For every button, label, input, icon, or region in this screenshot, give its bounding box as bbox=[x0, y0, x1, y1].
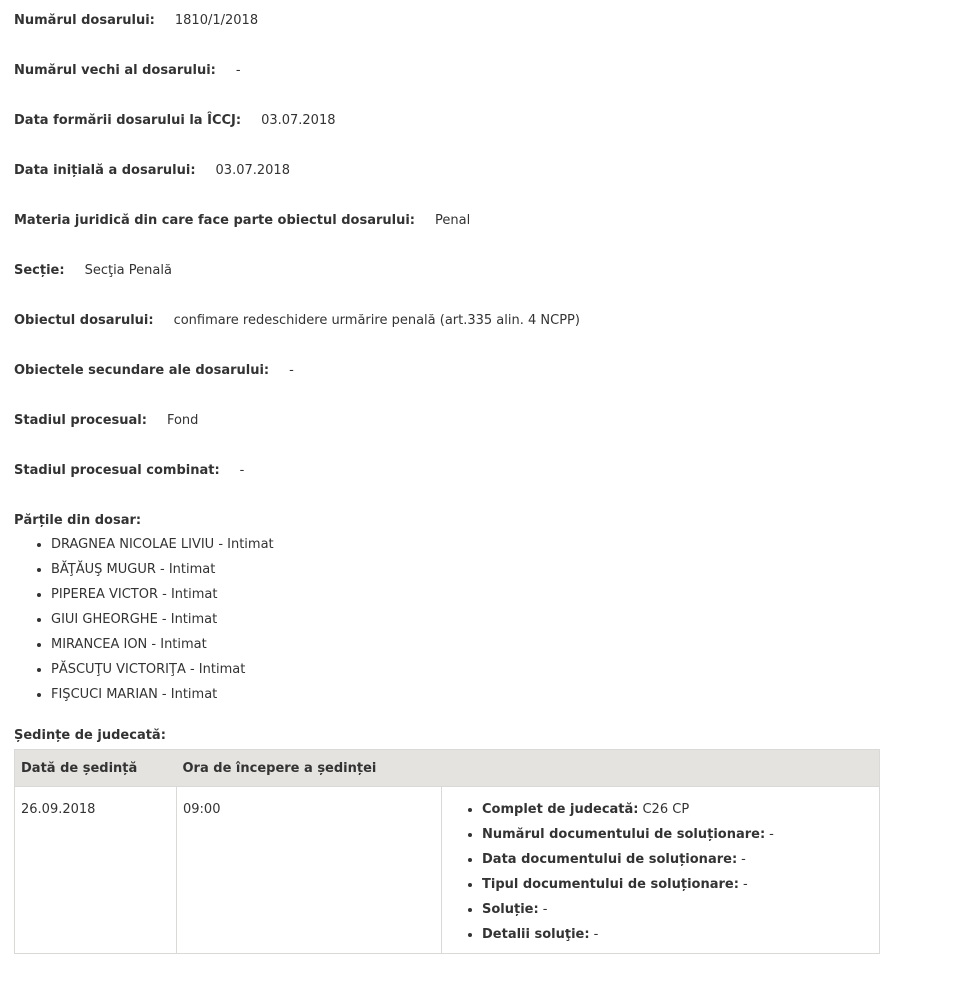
field-label: Secție: bbox=[14, 263, 65, 278]
party-item: • PĂSCUŢU VICTORIŢA - Intimat bbox=[51, 661, 956, 678]
party-item: • FIŞCUCI MARIAN - Intimat bbox=[51, 686, 956, 703]
field-value: confimare redeschidere urmărire penală (art.335 alin. 4 NCPP) bbox=[173, 313, 580, 328]
hearing-date-cell: 26.09.2018 bbox=[15, 787, 177, 954]
party-item: • BĂŢĂUŞ MUGUR - Intimat bbox=[51, 561, 956, 578]
detail-item bbox=[482, 801, 873, 818]
detail-value: - bbox=[769, 827, 774, 842]
field-value: Fond bbox=[166, 413, 199, 428]
field-numarul-vechi bbox=[14, 62, 956, 79]
detail-label: Soluție: bbox=[482, 902, 539, 917]
field-stadiul-procesual-combinat bbox=[14, 462, 956, 479]
detail-value: - bbox=[742, 877, 748, 892]
hearing-details-list bbox=[448, 801, 873, 943]
field-value: 03.07.2018 bbox=[215, 163, 290, 178]
hearings-heading: Ședințe de judecată: bbox=[14, 728, 166, 743]
field-value: - bbox=[235, 63, 241, 78]
hearings-header-row bbox=[15, 750, 880, 787]
field-obiectul-dosarului bbox=[14, 312, 956, 329]
field-stadiul-procesual bbox=[14, 412, 956, 429]
field-label: Data inițială a dosarului: bbox=[14, 163, 196, 178]
detail-label: Complet de judecată: bbox=[482, 802, 639, 817]
field-label: Obiectul dosarului: bbox=[14, 313, 154, 328]
party-item: • DRAGNEA NICOLAE LIVIU - Intimat bbox=[51, 536, 956, 553]
case-detail-page bbox=[14, 12, 956, 954]
field-value: 03.07.2018 bbox=[261, 113, 336, 128]
detail-item bbox=[482, 901, 873, 918]
column-header-date: Dată de ședință bbox=[15, 750, 177, 787]
detail-value: - bbox=[593, 927, 599, 942]
parties-heading: Părțile din dosar: bbox=[14, 513, 142, 528]
field-label: Numărul vechi al dosarului: bbox=[14, 63, 216, 78]
hearing-details-cell bbox=[442, 787, 880, 954]
field-value: Penal bbox=[435, 213, 471, 228]
field-label: Obiectele secundare ale dosarului: bbox=[14, 363, 270, 378]
hearing-row bbox=[15, 787, 880, 954]
field-numarul-dosarului bbox=[14, 12, 956, 29]
field-data-formarii bbox=[14, 112, 956, 129]
detail-value: - bbox=[542, 902, 548, 917]
detail-label: Numărul documentului de soluționare: bbox=[482, 827, 766, 842]
detail-label: Detalii soluţie: bbox=[482, 927, 590, 942]
parties-list bbox=[14, 536, 956, 703]
detail-item bbox=[482, 876, 873, 893]
field-label: Data formării dosarului la ÎCCJ: bbox=[14, 113, 242, 128]
detail-item bbox=[482, 851, 873, 868]
column-header-details bbox=[442, 750, 880, 787]
field-data-initiala bbox=[14, 162, 956, 179]
hearings-table bbox=[14, 749, 880, 954]
column-header-time: Ora de începere a ședinței bbox=[177, 750, 442, 787]
field-label: Stadiul procesual combinat: bbox=[14, 463, 220, 478]
field-value: Secţia Penală bbox=[84, 263, 172, 278]
detail-label: Tipul documentului de soluționare: bbox=[482, 877, 739, 892]
party-item: • MIRANCEA ION - Intimat bbox=[51, 636, 956, 653]
field-label: Numărul dosarului: bbox=[14, 13, 155, 28]
field-value: 1810/1/2018 bbox=[174, 13, 259, 28]
field-obiectele-secundare bbox=[14, 362, 956, 379]
field-materia-juridica bbox=[14, 212, 956, 229]
party-item: • GIUI GHEORGHE - Intimat bbox=[51, 611, 956, 628]
detail-item bbox=[482, 826, 873, 843]
field-label: Stadiul procesual: bbox=[14, 413, 147, 428]
field-value: - bbox=[289, 363, 294, 378]
field-sectie bbox=[14, 262, 956, 279]
detail-item bbox=[482, 926, 873, 943]
field-label: Materia juridică din care face parte obiectul dosarului: bbox=[14, 213, 415, 228]
detail-label: Data documentului de soluționare: bbox=[482, 852, 738, 867]
party-item: • PIPEREA VICTOR - Intimat bbox=[51, 586, 956, 603]
field-value: - bbox=[239, 463, 245, 478]
hearing-time-cell: 09:00 bbox=[177, 787, 442, 954]
detail-value: - bbox=[741, 852, 746, 867]
detail-value: C26 CP bbox=[642, 802, 690, 817]
